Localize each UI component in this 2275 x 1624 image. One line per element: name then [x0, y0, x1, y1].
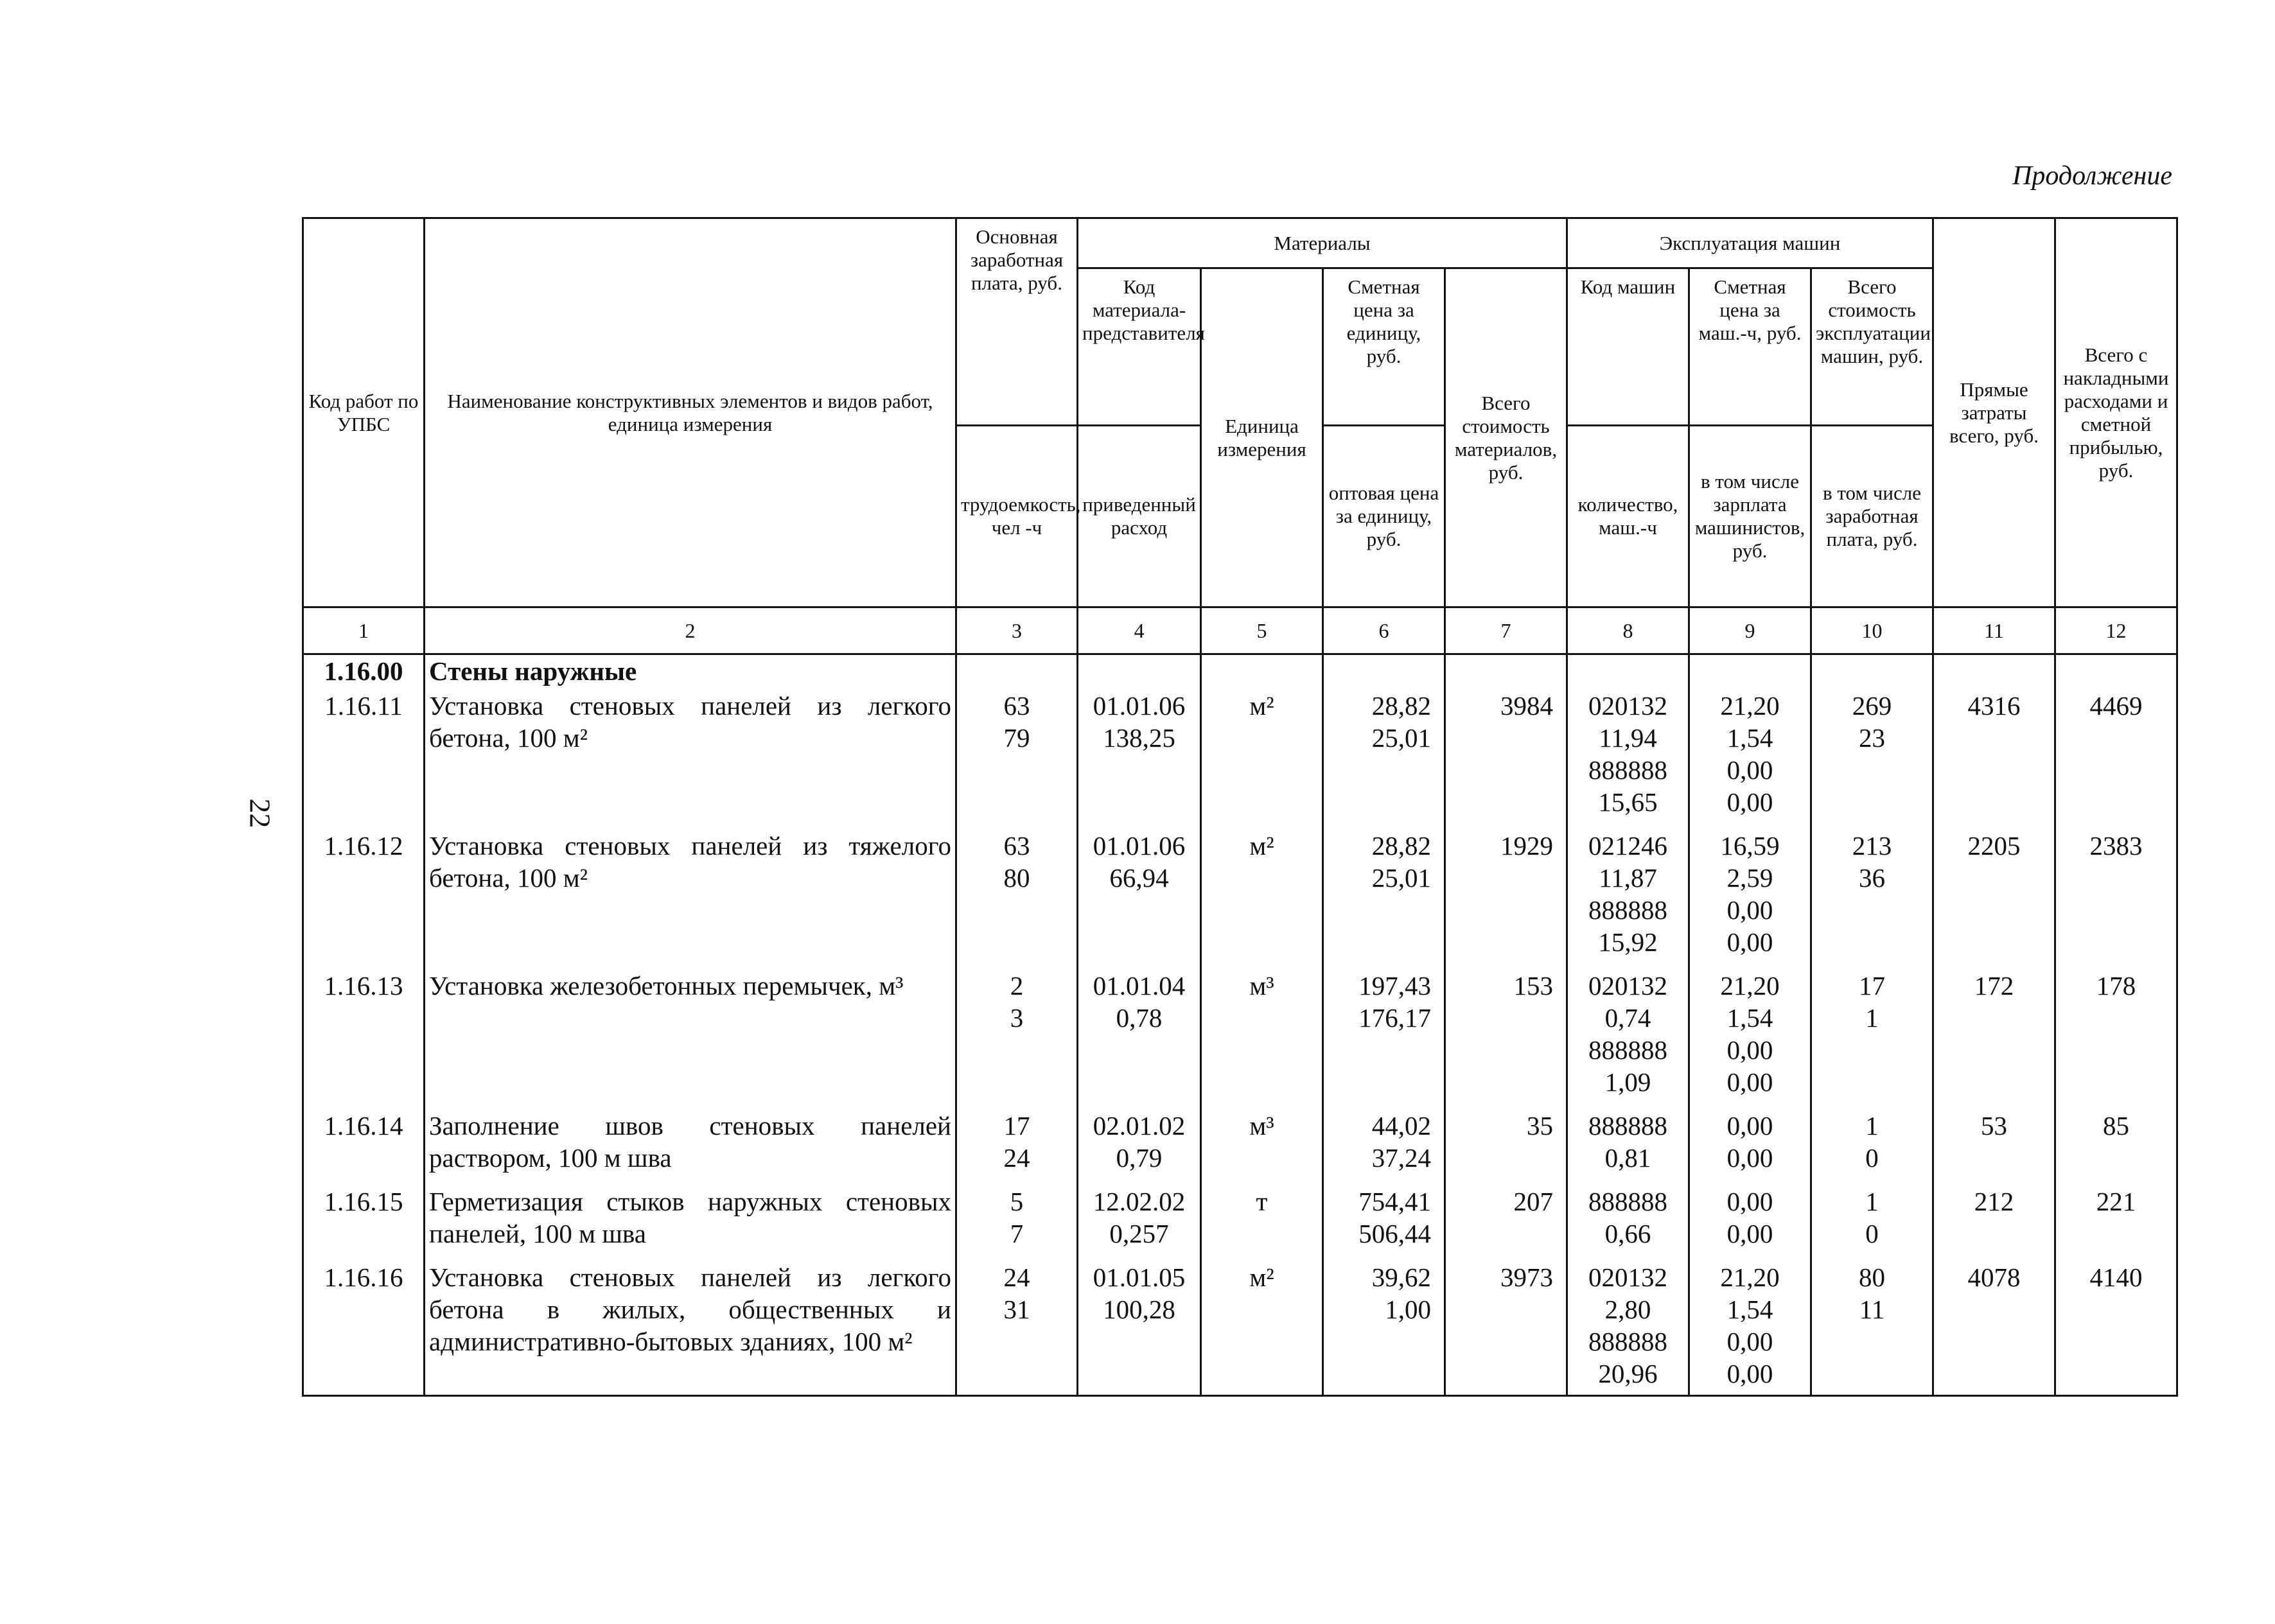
row-price-line: 44,02 — [1371, 1111, 1431, 1140]
row-price — [1323, 967, 1445, 1107]
row-machine-total-line: 36 — [1859, 863, 1885, 893]
row-material-code — [1078, 1183, 1201, 1259]
row-material-code-line: 100,28 — [1103, 1295, 1175, 1324]
row-machine-code-line: 15,65 — [1598, 787, 1658, 817]
row-wage-line: 24 — [1003, 1143, 1030, 1173]
header-operator-pay: в том числе зарплата машинистов, руб. — [1689, 426, 1811, 607]
row-total-cost: 4140 — [2055, 1259, 2177, 1396]
row-machine-code-line: 888888 — [1588, 1035, 1667, 1065]
row-machine-code-line: 020132 — [1588, 691, 1667, 720]
continuation-label: Продолжение — [2012, 161, 2172, 191]
row-machine-price-line: 21,20 — [1720, 971, 1780, 1000]
row-machine-code — [1567, 1259, 1689, 1396]
row-code: 1.16.15 — [303, 1183, 425, 1259]
section-title: Стены наружные — [425, 654, 956, 688]
column-number: 10 — [1811, 607, 1933, 654]
row-price-line: 39,62 — [1371, 1262, 1431, 1292]
row-material-code-line: 0,257 — [1109, 1219, 1169, 1248]
row-machine-price-line: 16,59 — [1720, 831, 1780, 860]
row-machine-price — [1689, 1259, 1811, 1396]
row-wage-line: 17 — [1003, 1111, 1030, 1140]
row-machine-price-line: 0,00 — [1726, 927, 1773, 957]
row-material-code-line: 01.01.05 — [1093, 1262, 1186, 1292]
column-number: 5 — [1201, 607, 1323, 654]
row-machine-price — [1689, 1107, 1811, 1183]
row-machine-code-line: 888888 — [1588, 1111, 1667, 1140]
row-name: Герметизация стыков наружных стеновых панелей, 100 м шва — [425, 1183, 956, 1259]
row-price-line: 37,24 — [1371, 1143, 1431, 1173]
column-number: 1 — [303, 607, 425, 654]
row-material-total: 3973 — [1445, 1259, 1567, 1396]
row-total-cost: 178 — [2055, 967, 2177, 1107]
column-number: 12 — [2055, 607, 2177, 654]
row-machine-price-line: 0,00 — [1726, 1327, 1773, 1356]
row-machine-total — [1811, 1183, 1933, 1259]
row-machine-price-line: 0,00 — [1726, 1143, 1773, 1173]
table-body — [303, 654, 2177, 1396]
row-material-code — [1078, 827, 1201, 967]
row-wage — [956, 1259, 1078, 1396]
row-machine-price — [1689, 1183, 1811, 1259]
row-unit: м³ — [1201, 967, 1323, 1107]
row-machine-code-line: 1,09 — [1604, 1067, 1651, 1097]
row-material-total: 3984 — [1445, 687, 1567, 827]
row-machine-price-line: 0,00 — [1726, 1067, 1773, 1097]
table-row — [303, 827, 2177, 967]
row-machine-code-line: 20,96 — [1598, 1359, 1658, 1388]
row-machine-total-line: 23 — [1859, 723, 1885, 753]
row-direct-cost: 172 — [1933, 967, 2055, 1107]
table-row — [303, 1183, 2177, 1259]
row-machine-total-line: 17 — [1859, 971, 1885, 1000]
row-machine-total-line: 80 — [1859, 1262, 1885, 1292]
row-material-code — [1078, 1107, 1201, 1183]
header-labor: трудоемкость, чел -ч — [956, 426, 1078, 607]
page-number: 22 — [243, 798, 277, 828]
row-name: Установка железобетонных перемычек, м³ — [425, 967, 956, 1107]
row-price — [1323, 827, 1445, 967]
row-code: 1.16.14 — [303, 1107, 425, 1183]
header-unit: Единица измерения — [1201, 268, 1323, 607]
row-machine-code-line: 888888 — [1588, 755, 1667, 785]
row-price-line: 25,01 — [1371, 723, 1431, 753]
column-number: 9 — [1689, 607, 1811, 654]
header-price: Сметная цена за единицу, руб. — [1323, 268, 1445, 426]
row-machine-price-line: 0,00 — [1726, 1111, 1773, 1140]
header-wholesale: оптовая цена за единицу, руб. — [1323, 426, 1445, 607]
table-row — [303, 967, 2177, 1107]
row-machine-price-line: 21,20 — [1720, 691, 1780, 720]
table-row — [303, 687, 2177, 827]
row-machine-code — [1567, 967, 1689, 1107]
header-machines: Эксплуатация машин — [1567, 218, 1933, 268]
row-wage-line: 3 — [1010, 1003, 1024, 1033]
header-mach-total: Всего стоимость эксплуатации машин, руб. — [1811, 268, 1933, 426]
row-name: Установка стеновых панелей из легкого бетона в жилых, общественных и административно-бытовых зданиях, 100 м² — [425, 1259, 956, 1396]
row-machine-total-line: 269 — [1852, 691, 1892, 720]
row-price-line: 25,01 — [1371, 863, 1431, 893]
header-wage: Основная заработная плата, руб. — [956, 218, 1078, 426]
header-name: Наименование конструктивных элементов и видов работ, единица измерения — [425, 218, 956, 607]
row-machine-code — [1567, 1183, 1689, 1259]
row-machine-price — [1689, 967, 1811, 1107]
row-machine-price-line: 1,54 — [1726, 1003, 1773, 1033]
row-machine-code-line: 2,80 — [1604, 1295, 1651, 1324]
row-machine-price-line: 0,00 — [1726, 1035, 1773, 1065]
row-total-cost: 221 — [2055, 1183, 2177, 1259]
row-unit: м³ — [1201, 1107, 1323, 1183]
table-row — [303, 1259, 2177, 1396]
row-wage-line: 2 — [1010, 971, 1024, 1000]
row-wage-line: 63 — [1003, 691, 1030, 720]
row-machine-total-line: 1 — [1865, 1003, 1879, 1033]
row-total-cost: 4469 — [2055, 687, 2177, 827]
row-price-line: 1,00 — [1385, 1295, 1431, 1324]
row-material-code-line: 0,78 — [1116, 1003, 1163, 1033]
row-direct-cost: 53 — [1933, 1107, 2055, 1183]
row-total-cost: 85 — [2055, 1107, 2177, 1183]
row-unit: м² — [1201, 687, 1323, 827]
row-code: 1.16.13 — [303, 967, 425, 1107]
row-machine-code-line: 0,81 — [1604, 1143, 1651, 1173]
row-machine-total — [1811, 687, 1933, 827]
header-mach-code: Код машин — [1567, 268, 1689, 426]
row-machine-total-line: 1 — [1865, 1111, 1879, 1140]
row-material-code-line: 66,94 — [1109, 863, 1169, 893]
section-row — [303, 654, 2177, 688]
header-mach-wage: в том числе заработная плата, руб. — [1811, 426, 1933, 607]
row-name: Заполнение швов стеновых панелей раствором, 100 м шва — [425, 1107, 956, 1183]
row-unit: т — [1201, 1183, 1323, 1259]
row-material-total: 35 — [1445, 1107, 1567, 1183]
row-machine-price-line: 0,00 — [1726, 1359, 1773, 1388]
row-code: 1.16.11 — [303, 687, 425, 827]
row-machine-code-line: 888888 — [1588, 895, 1667, 925]
row-machine-code — [1567, 1107, 1689, 1183]
row-machine-price — [1689, 687, 1811, 827]
row-machine-total — [1811, 967, 1933, 1107]
row-machine-code-line: 11,87 — [1599, 863, 1657, 893]
row-material-code-line: 138,25 — [1103, 723, 1175, 753]
row-machine-price-line: 2,59 — [1726, 863, 1773, 893]
row-wage — [956, 1107, 1078, 1183]
row-total-cost: 2383 — [2055, 827, 2177, 967]
row-wage-line: 63 — [1003, 831, 1030, 860]
row-machine-price-line: 1,54 — [1726, 1295, 1773, 1324]
row-machine-total — [1811, 1107, 1933, 1183]
table-header — [303, 218, 2177, 654]
row-code: 1.16.16 — [303, 1259, 425, 1396]
row-material-code — [1078, 687, 1201, 827]
row-price-line: 28,82 — [1371, 831, 1431, 860]
row-price-line: 506,44 — [1358, 1219, 1431, 1248]
row-machine-code — [1567, 827, 1689, 967]
header-materials: Материалы — [1078, 218, 1567, 268]
row-unit: м² — [1201, 1259, 1323, 1396]
row-price — [1323, 1259, 1445, 1396]
column-number: 7 — [1445, 607, 1567, 654]
row-machine-price-line: 0,00 — [1726, 787, 1773, 817]
header-mat-code: Код материала-представителя — [1078, 268, 1201, 426]
row-machine-code-line: 15,92 — [1598, 927, 1658, 957]
row-wage-line: 31 — [1003, 1295, 1030, 1324]
row-machine-code-line: 020132 — [1588, 1262, 1667, 1292]
row-name: Установка стеновых панелей из тяжелого бетона, 100 м² — [425, 827, 956, 967]
row-price — [1323, 1183, 1445, 1259]
column-numbers-row — [303, 607, 2177, 654]
row-machine-price-line: 0,00 — [1726, 1219, 1773, 1248]
row-machine-total-line: 11 — [1859, 1295, 1885, 1324]
row-material-code-line: 01.01.04 — [1093, 971, 1186, 1000]
row-price-line: 176,17 — [1358, 1003, 1431, 1033]
row-price-line: 754,41 — [1358, 1187, 1431, 1216]
row-machine-code-line: 021246 — [1588, 831, 1667, 860]
row-material-code-line: 01.01.06 — [1093, 691, 1186, 720]
row-price-line: 28,82 — [1371, 691, 1431, 720]
row-price — [1323, 687, 1445, 827]
row-machine-code-line: 0,74 — [1604, 1003, 1651, 1033]
row-wage-line: 24 — [1003, 1262, 1030, 1292]
row-machine-code — [1567, 687, 1689, 827]
column-number: 6 — [1323, 607, 1445, 654]
row-wage — [956, 1183, 1078, 1259]
column-number: 11 — [1933, 607, 2055, 654]
row-price-line: 197,43 — [1358, 971, 1431, 1000]
header-mach-qty: количество, маш.-ч — [1567, 426, 1689, 607]
row-machine-code-line: 11,94 — [1599, 723, 1657, 753]
cost-table — [302, 217, 2178, 1397]
row-machine-price-line: 1,54 — [1726, 723, 1773, 753]
row-machine-code-line: 020132 — [1588, 971, 1667, 1000]
row-material-total: 153 — [1445, 967, 1567, 1107]
row-machine-price-line: 0,00 — [1726, 755, 1773, 785]
row-machine-price-line: 0,00 — [1726, 895, 1773, 925]
row-wage-line: 7 — [1010, 1219, 1024, 1248]
row-wage-line: 5 — [1010, 1187, 1024, 1216]
row-material-code — [1078, 967, 1201, 1107]
row-material-code-line: 0,79 — [1116, 1143, 1163, 1173]
row-material-total: 207 — [1445, 1183, 1567, 1259]
row-wage — [956, 827, 1078, 967]
row-name: Установка стеновых панелей из легкого бетона, 100 м² — [425, 687, 956, 827]
row-machine-total-line: 1 — [1865, 1187, 1879, 1216]
section-code: 1.16.00 — [303, 654, 425, 688]
row-unit: м² — [1201, 827, 1323, 967]
row-material-code-line: 02.01.02 — [1093, 1111, 1186, 1140]
header-consumption: приведенный расход — [1078, 426, 1201, 607]
column-number: 8 — [1567, 607, 1689, 654]
row-material-code — [1078, 1259, 1201, 1396]
row-machine-price-line: 0,00 — [1726, 1187, 1773, 1216]
row-wage-line: 79 — [1003, 723, 1030, 753]
header-total: Всего с накладными расходами и сметной прибылью, руб. — [2055, 218, 2177, 607]
column-number: 4 — [1078, 607, 1201, 654]
header-direct: Прямые затраты всего, руб. — [1933, 218, 2055, 607]
row-wage — [956, 687, 1078, 827]
row-direct-cost: 4078 — [1933, 1259, 2055, 1396]
row-direct-cost: 2205 — [1933, 827, 2055, 967]
row-wage — [956, 967, 1078, 1107]
row-machine-total — [1811, 1259, 1933, 1396]
column-number: 2 — [425, 607, 956, 654]
row-machine-code-line: 888888 — [1588, 1327, 1667, 1356]
header-mach-price: Сметная цена за маш.-ч, руб. — [1689, 268, 1811, 426]
table-row — [303, 1107, 2177, 1183]
row-machine-total-line: 0 — [1865, 1143, 1879, 1173]
column-number: 3 — [956, 607, 1078, 654]
row-machine-price — [1689, 827, 1811, 967]
row-direct-cost: 4316 — [1933, 687, 2055, 827]
row-machine-price-line: 21,20 — [1720, 1262, 1780, 1292]
row-price — [1323, 1107, 1445, 1183]
row-material-total: 1929 — [1445, 827, 1567, 967]
row-wage-line: 80 — [1003, 863, 1030, 893]
row-material-code-line: 12.02.02 — [1093, 1187, 1186, 1216]
row-machine-total — [1811, 827, 1933, 967]
row-material-code-line: 01.01.06 — [1093, 831, 1186, 860]
header-code: Код работ по УПБС — [303, 218, 425, 607]
row-machine-code-line: 0,66 — [1604, 1219, 1651, 1248]
row-machine-code-line: 888888 — [1588, 1187, 1667, 1216]
row-machine-total-line: 213 — [1852, 831, 1892, 860]
row-direct-cost: 212 — [1933, 1183, 2055, 1259]
row-machine-total-line: 0 — [1865, 1219, 1879, 1248]
row-code: 1.16.12 — [303, 827, 425, 967]
header-mat-total: Всего стоимость материалов, руб. — [1445, 268, 1567, 607]
